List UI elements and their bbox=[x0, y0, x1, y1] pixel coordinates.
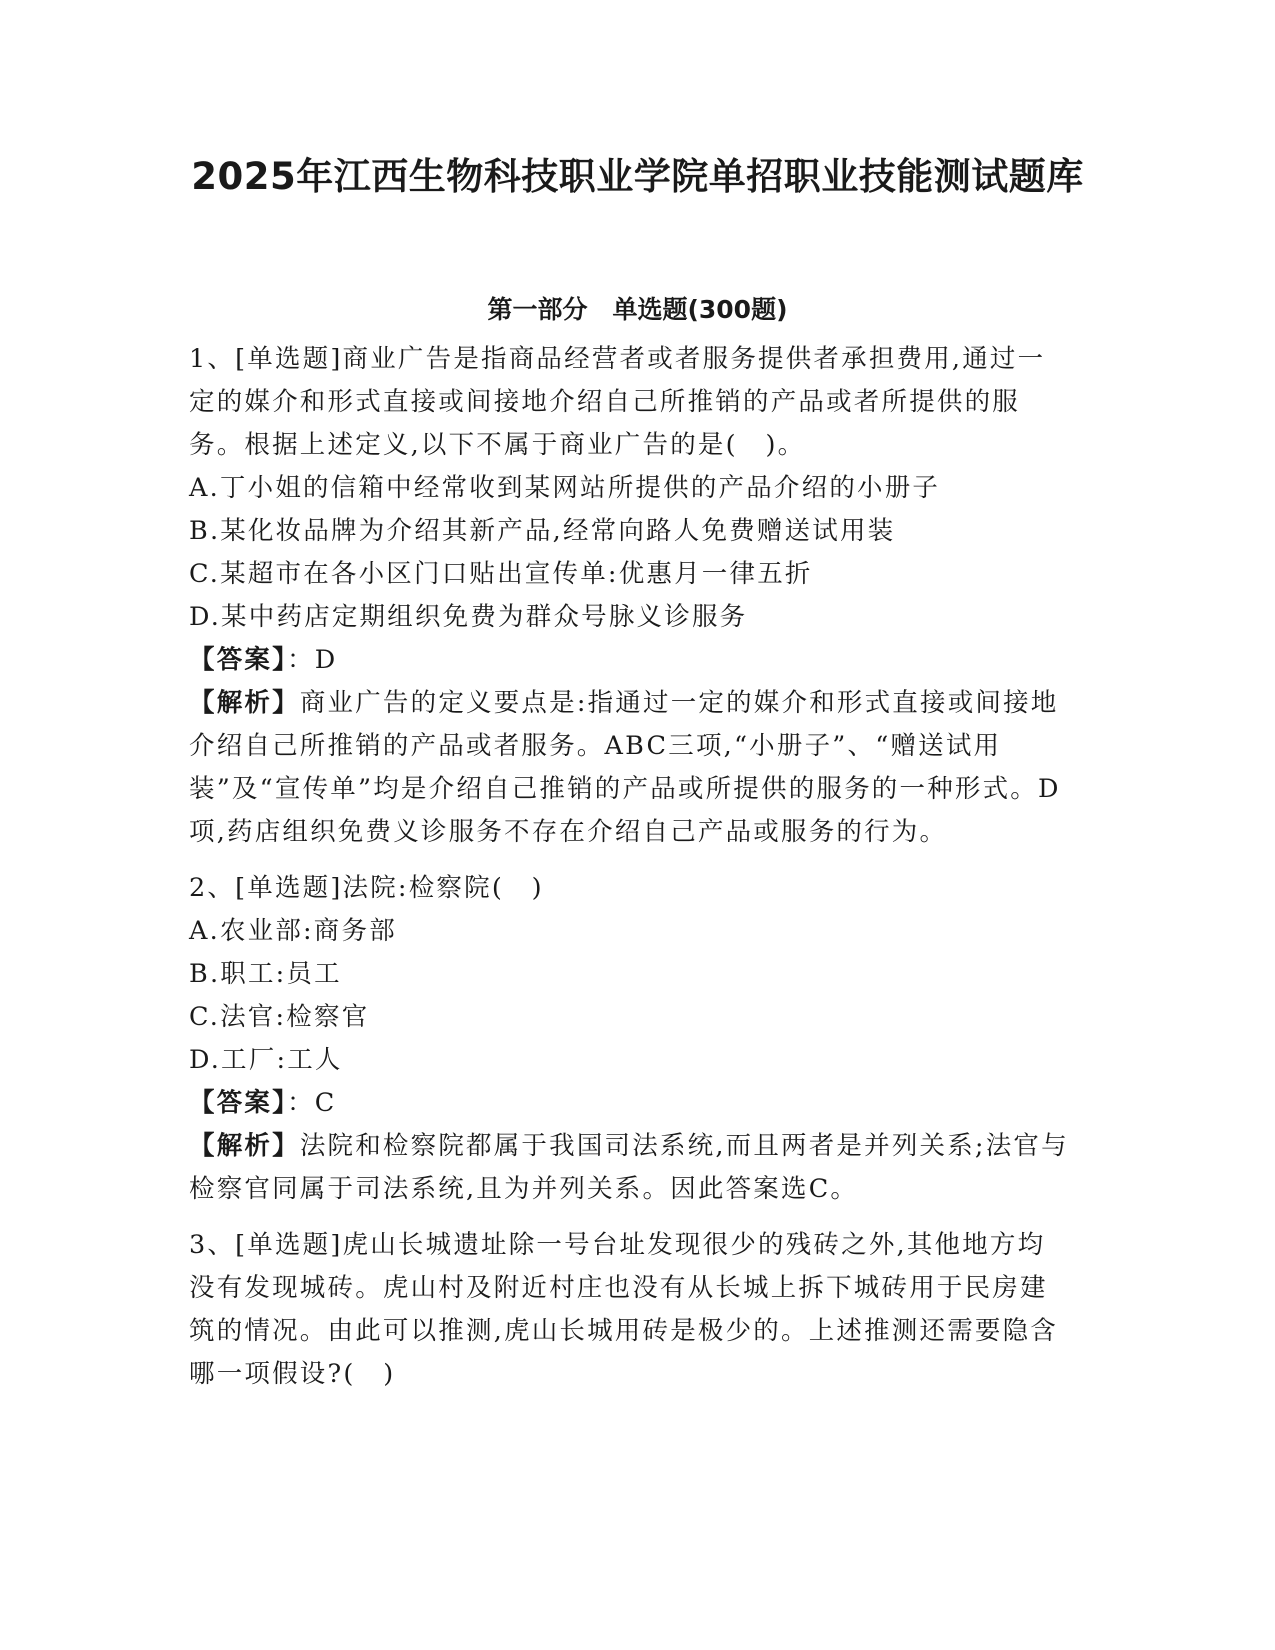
analysis-line bbox=[189, 682, 1069, 854]
answer-value: D bbox=[314, 645, 338, 675]
answer-separator: ： bbox=[287, 1088, 315, 1118]
question-option-c: C.法官:检察官 bbox=[189, 1002, 370, 1032]
analysis-label: 【解析】 bbox=[189, 1131, 300, 1161]
question-option-d: D.某中药店定期组织免费为群众号脉义诊服务 bbox=[189, 602, 748, 632]
question-list bbox=[189, 338, 1069, 1409]
question-option-b: B.某化妆品牌为介绍其新产品,经常向路人免费赠送试用装 bbox=[189, 516, 896, 546]
question-1 bbox=[189, 338, 1069, 854]
answer-label: 【答案】 bbox=[189, 645, 288, 675]
answer-line bbox=[189, 1082, 1069, 1125]
answer-value: C bbox=[314, 1088, 337, 1118]
analysis-label: 【解析】 bbox=[189, 688, 300, 718]
question-option-a: A.农业部:商务部 bbox=[189, 916, 397, 946]
question-3 bbox=[189, 1224, 1069, 1396]
question-option-c: C.某超市在各小区门口贴出宣传单:优惠月一律五折 bbox=[189, 559, 813, 589]
document-title: 2025年江西生物科技职业学院单招职业技能测试题库 bbox=[191, 155, 1084, 198]
question-2 bbox=[189, 867, 1069, 1211]
analysis-text: 法院和检察院都属于我国司法系统,而且两者是并列关系;法官与检察官同属于司法系统,且为并列关系。因此答案选C。 bbox=[189, 1131, 1069, 1204]
section-title: 第一部分 单选题(300题) bbox=[487, 295, 788, 324]
question-stem: 1、[单选题]商业广告是指商品经营者或者服务提供者承担费用,通过一定的媒介和形式直接或间接地介绍自己所推销的产品或者所提供的服务。根据上述定义,以下不属于商业广告的是( )。 bbox=[189, 344, 1046, 460]
analysis-text: 商业广告的定义要点是:指通过一定的媒介和形式直接或间接地介绍自己所推销的产品或者服务。ABC三项,“小册子”、“赠送试用装”及“宣传单”均是介绍自己推销的产品或所提供的服务的一种形式。D项,药店组织免费义诊服务不存在介绍自己产品或服务的行为。 bbox=[189, 688, 1061, 847]
answer-separator: ： bbox=[287, 645, 315, 675]
answer-label: 【答案】 bbox=[189, 1088, 288, 1118]
question-option-a: A.丁小姐的信箱中经常收到某网站所提供的产品介绍的小册子 bbox=[189, 473, 941, 503]
question-option-b: B.职工:员工 bbox=[189, 959, 342, 989]
analysis-line bbox=[189, 1125, 1069, 1211]
question-stem: 2、[单选题]法院:检察院( ) bbox=[189, 873, 544, 903]
question-stem: 3、[单选题]虎山长城遗址除一号台址发现很少的残砖之外,其他地方均没有发现城砖。虎山村及附近村庄也没有从长城上拆下城砖用于民房建筑的情况。由此可以推测,虎山长城用砖是极少的。上述推测还需要隐含哪一项假设?( ) bbox=[189, 1230, 1059, 1389]
answer-line bbox=[189, 639, 1069, 682]
question-option-d: D.工厂:工人 bbox=[189, 1045, 343, 1075]
